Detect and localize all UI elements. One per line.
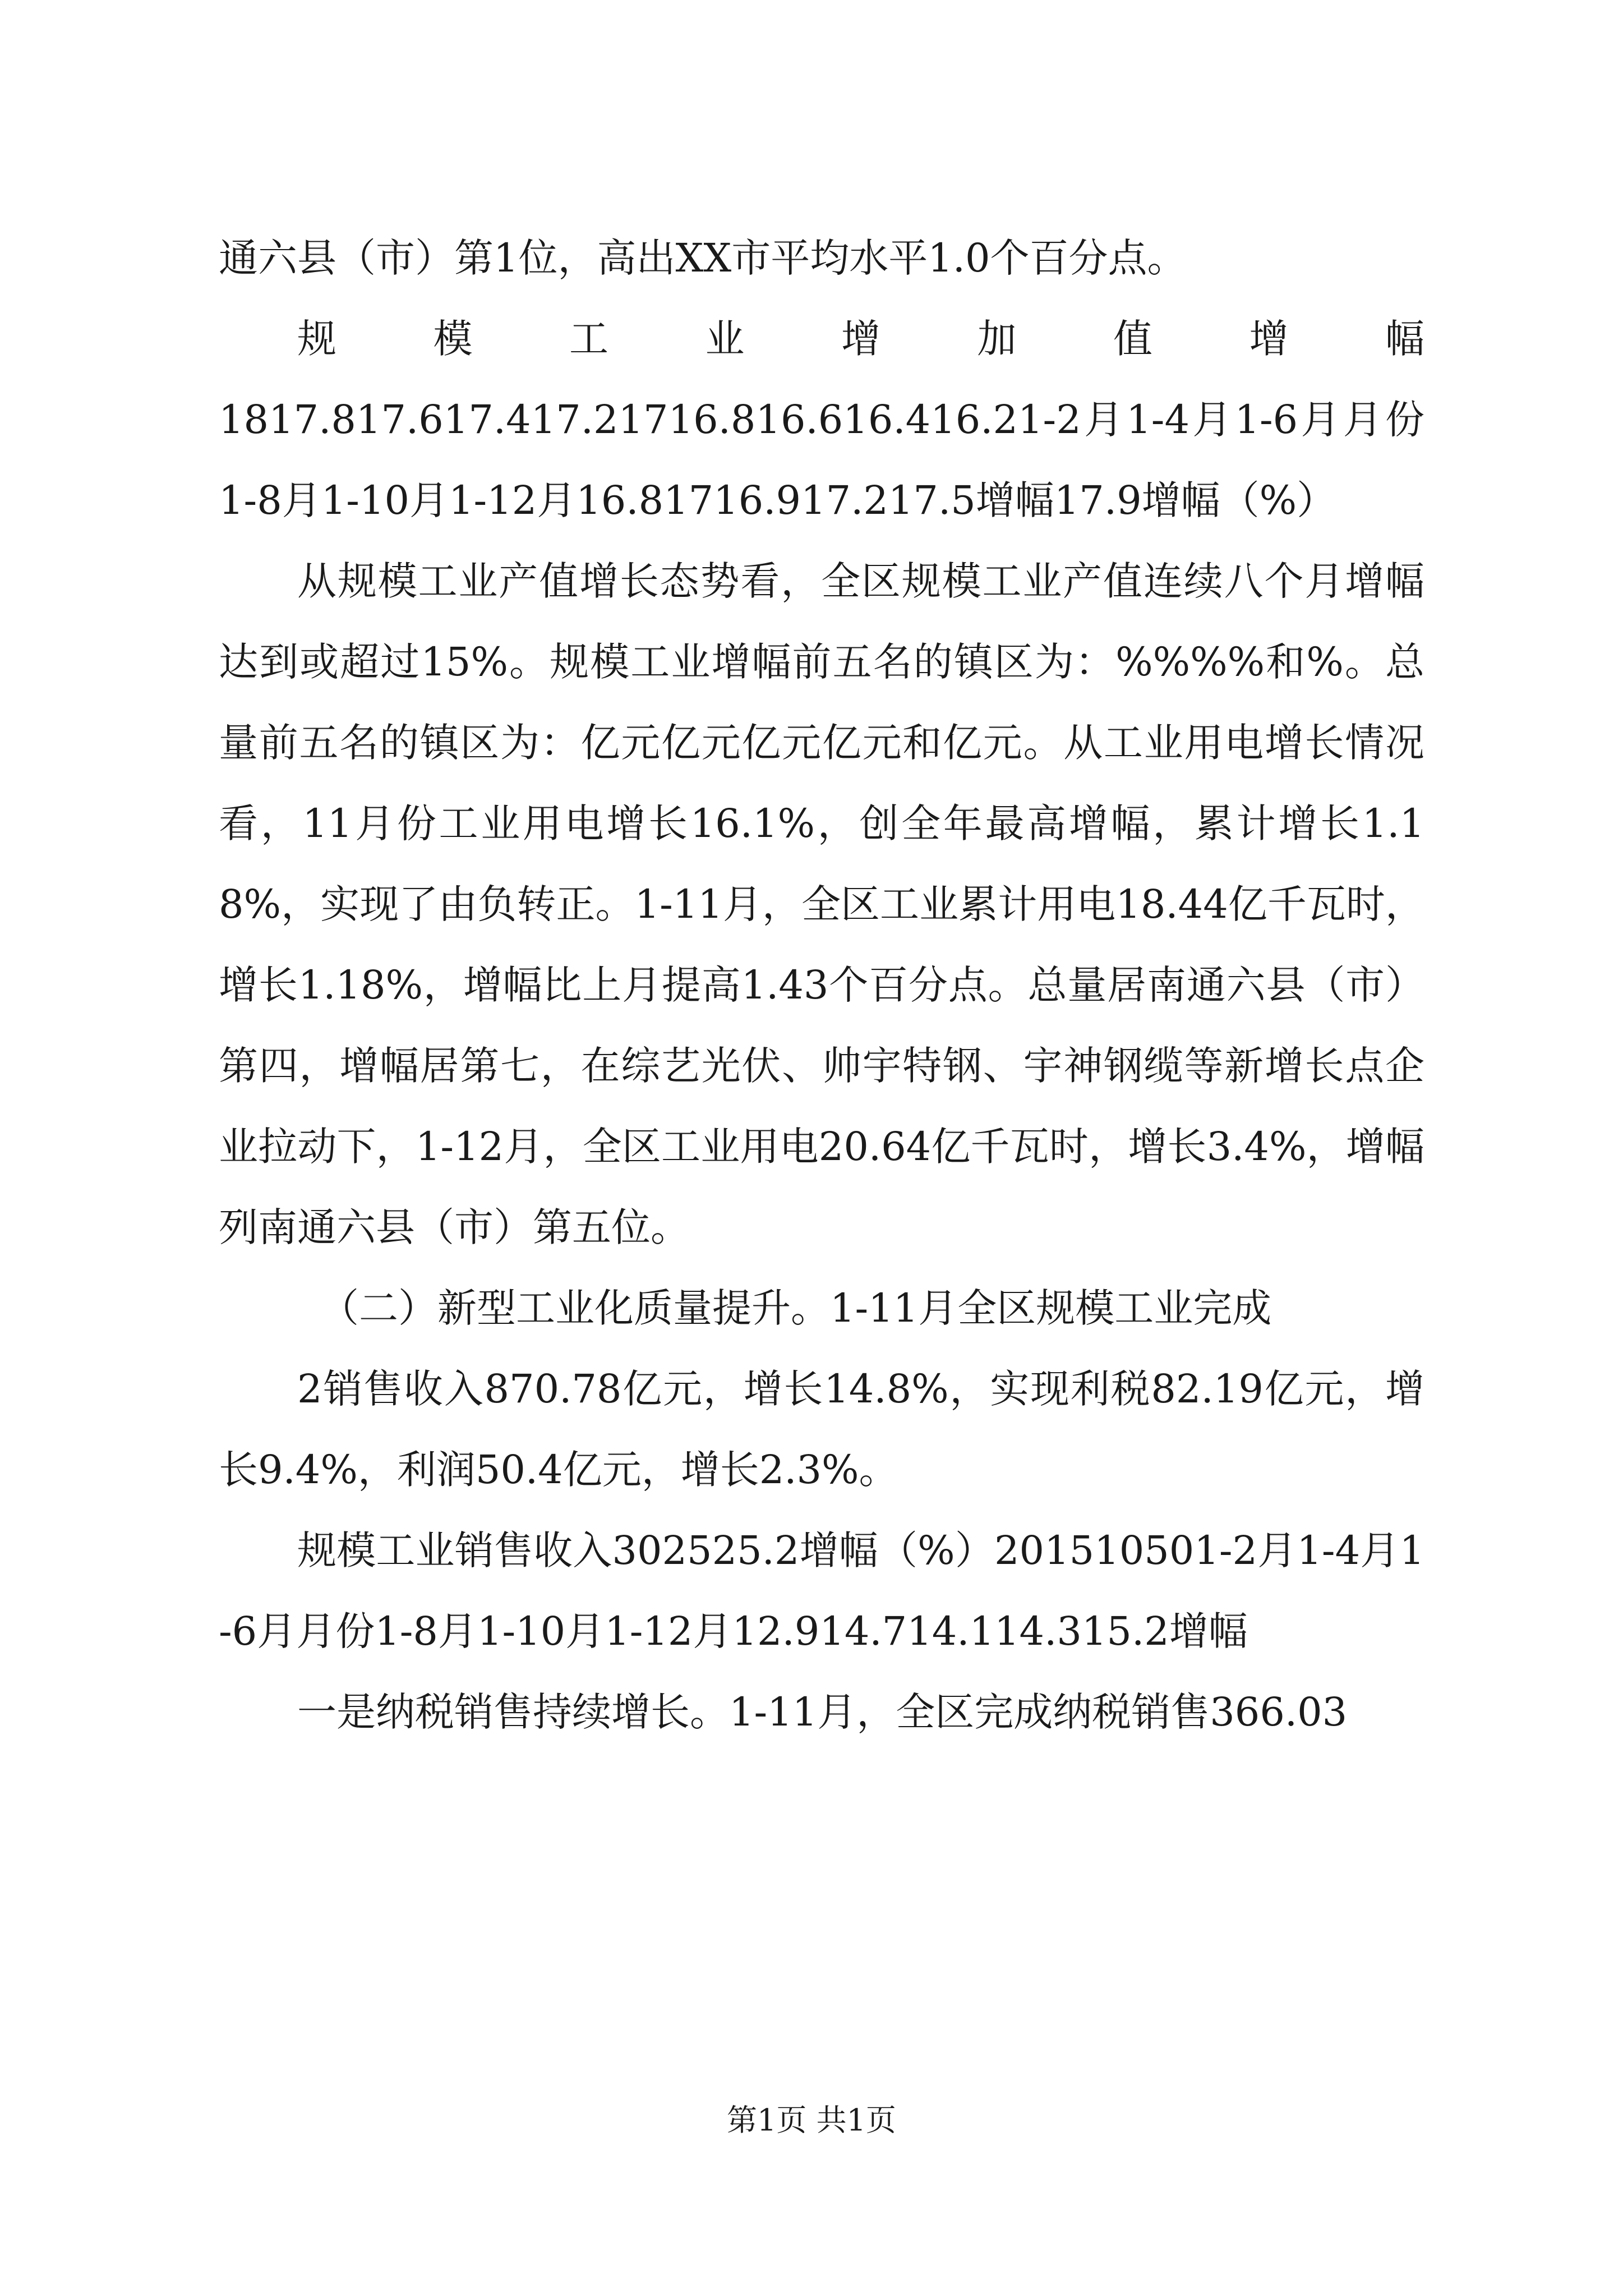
paragraph-tax-sales: 一是纳税销售持续增长。1-11月，全区完成纳税销售366.03 (297, 1689, 1348, 1735)
paragraph-continuation: 通六县（市）第1位，高出XX市平均水平1.0个百分点。 (219, 235, 1187, 281)
document-body (219, 218, 1424, 1752)
page-footer: 第1页 共1页 (727, 2102, 896, 2138)
paragraph-sales-revenue: 2销售收入870.78亿元，增长14.8%，实现利税82.19亿元，增长9.4%，利润50.4亿元，增长2.3%。 (219, 1366, 1424, 1493)
paragraph-growth-trend: 从规模工业产值增长态势看，全区规模工业产值连续八个月增幅达到或超过15%。规模工业增幅前五名的镇区为：%%%%和%。总量前五名的镇区为：亿元亿元亿元亿元和亿元。从工业用电增长情况看，11月份工业用电增长16.1%，创全年最高增幅，累计增长1.18%，实现了由负转正。1-11月，全区工业累计用电18.44亿千瓦时，增长1.18%，增幅比上月提高1.43个百分点。总量居南通六县（市）第四，增幅居第七，在综艺光伏、帅宇特钢、宇神钢缆等新增长点企业拉动下，1-12月，全区工业用电20.64亿千瓦时，增长3.4%，增幅列南通六县（市）第五位。 (219, 558, 1424, 1250)
chart-data-text: 1817.817.617.417.21716.816.616.416.21-2月1-4月1-6月月份1-8月1-10月1-12月16.81716.917.217.5增幅17.9增幅（%） (219, 397, 1424, 523)
chart-sales-data-text: 规模工业销售收入302525.2增幅（%）201510501-2月1-4月1-6月月份1-8月1-10月1-12月12.914.714.114.315.2增幅 (219, 1527, 1424, 1654)
section-heading-quality: （二）新型工业化质量提升。1-11月全区规模工业完成 (320, 1285, 1272, 1331)
chart-title-text: 规模工业增加值增幅 (297, 316, 1424, 362)
